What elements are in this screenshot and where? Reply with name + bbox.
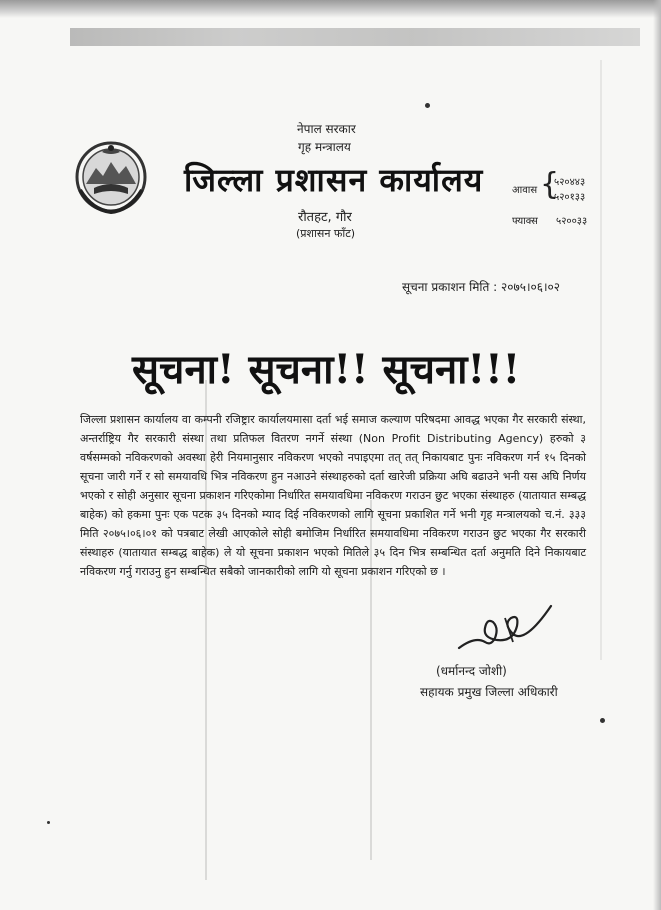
government-name: नेपाल सरकार <box>297 122 356 136</box>
scan-edge-right <box>653 0 661 910</box>
scan-artifact-band <box>70 28 640 46</box>
residence-phone-label: आवास <box>512 185 538 196</box>
fax-label: फ्याक्स <box>512 216 538 227</box>
scan-edge-top <box>0 0 661 18</box>
ministry-name: गृह मन्त्रालय <box>298 140 351 154</box>
phone-number: ५२०१३३ <box>554 192 586 203</box>
ink-speck <box>600 718 605 723</box>
office-location: रौतहट, गौर <box>298 210 352 225</box>
signature-icon <box>455 598 555 653</box>
notice-body: जिल्ला प्रशासन कार्यालय वा कम्पनी रजिष्ट्रार कार्यालयमासा दर्ता भई समाज कल्याण परिषदमा आवद्ध भएका गैर सरकारी संस्था, अन्तर्राष्ट्रिय गैर सरकारी संस्था तथा प्रतिफल वितरण नगर्ने संस्था (Non Profit Distributing Agency) हरुको ३ वर्षसम्मको नविकरणको अवस्था हेरी नियमानुसार नविकरण भएको नपाइएमा तत् तत् निकायबाट पुनः नविकरण गर्न १५ दिनको सूचना जारी गर्ने र सो समयावधि भित्र नविकरण हुन नआउने संस्थाहरुको दर्ता खारेजी प्रक्रिया अघि बढाउने भनी यस अघि निर्णय भएको र सोही अनुसार सूचना प्रकाशन गरिएकोमा निर्धारित समयावधिमा नविकरण गराउन छुट भएका संस्थाहरु (यातायात सम्बद्ध बाहेक) को हकमा पुनः एक पटक ३५ दिनको म्याद दिई नविकरणको लागि सूचना प्रकाशित गर्ने भनी गृह मन्त्रालयको च.नं. ३३३ मिति २०७५।०६।०१ को पत्रबाट लेखी आएकोले सोही बमोजिम निर्धारित समयावधिमा नविकरण गराउन छुट भएका गैर सरकारी संस्थाहरु (यातायात सम्बद्ध बाहेक) ले यो सूचना प्रकाशन भएको मितिले ३५ दिन भित्र सम्बन्धित दर्ता अनुमति दिने निकायबाट नविकरण गर्नु गराउनु हुन सम्बन्धित सबैको जानकारीको लागि यो सूचना प्रकाशन गरिएको छ । <box>80 413 586 578</box>
brace-glyph: { <box>540 167 560 202</box>
office-section: (प्रशासन फाँट) <box>296 227 356 240</box>
office-title: जिल्ला प्रशासन कार्यालय <box>184 161 484 199</box>
signatory-name: (धर्मानन्द जोशी) <box>436 664 507 678</box>
signatory-title: सहायक प्रमुख जिल्ला अधिकारी <box>420 685 558 699</box>
nepal-emblem-icon <box>72 138 150 216</box>
phone-number: ५२०४४३ <box>554 177 586 188</box>
ink-speck <box>47 821 50 824</box>
fax-number: ५२००३३ <box>556 216 588 227</box>
notice-headline: सूचना! सूचना!! सूचना!!! <box>132 346 521 393</box>
scan-streak <box>600 60 602 660</box>
ink-speck <box>425 103 430 108</box>
publish-date: सूचना प्रकाशन मिति : २०७५।०६।०२ <box>402 280 561 294</box>
